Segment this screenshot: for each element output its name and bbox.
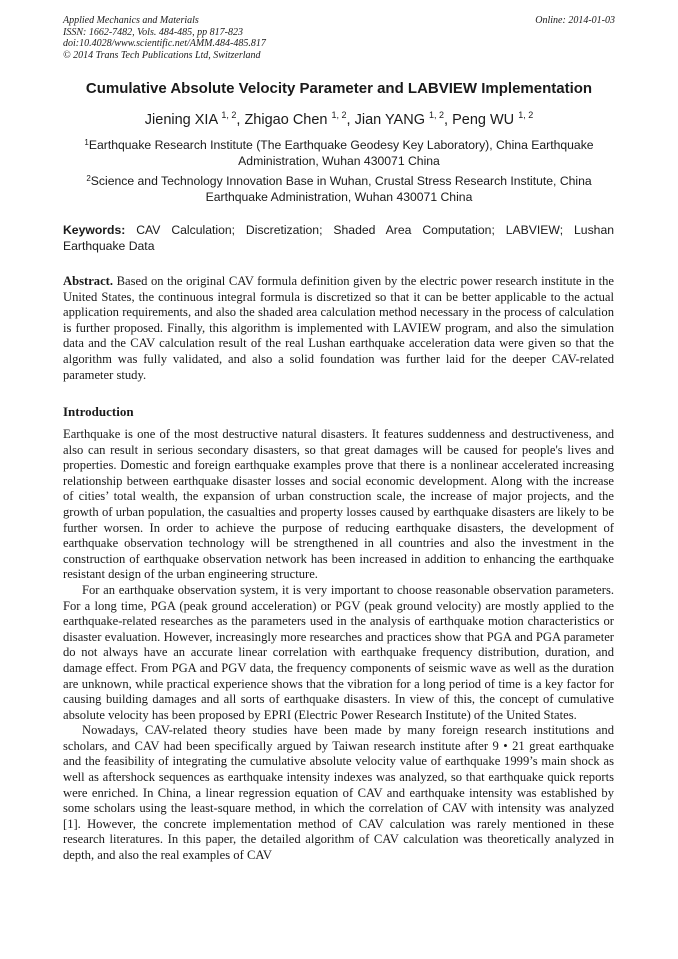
keywords [63, 223, 614, 254]
affiliation-text: Science and Technology Innovation Base in Wuhan, Crustal Stress Research Institute, China Earthquake Administration, Wuhan 430071 China [90, 174, 592, 204]
journal-info [63, 15, 266, 61]
keywords-text: CAV Calculation; Discretization; Shaded Area Computation; LABVIEW; Lushan Earthquake Data [63, 223, 615, 253]
abstract-text: Based on the original CAV formula definition given by the electric power research institute in the United States, the continuous integral formula is discretized so that it can be better applicable to the actual application requirements, and also the shaded area calculation method necessary in the process of calculation is further proposed. Finally, this algorithm is implemented with LAVIEW program, and also the simulation data and the CAV calculation result of the real Lushan earthquake acceleration data were given so that the algorithm was fully validated, and also a solid foundation was further laid for the deeper CAV-related parameter study. [63, 274, 614, 382]
affiliation-number: 1 [84, 138, 89, 147]
author-affiliation-sup: 1, 2 [518, 110, 534, 120]
affiliation-text: Earthquake Research Institute (The Earthquake Geodesy Key Laboratory), China Earthquake Administration, Wuhan 430071 China [88, 138, 594, 168]
affiliation-2 [70, 174, 608, 205]
author-affiliation-sup: 1, 2 [221, 110, 237, 120]
introduction-body [63, 427, 614, 864]
online-date: Online: 2014-01-03 [535, 15, 615, 26]
copyright-line: © 2014 Trans Tech Publications Ltd, Switzerland [63, 49, 261, 61]
paper-title: Cumulative Absolute Velocity Parameter and LABVIEW Implementation [85, 80, 593, 97]
author-name: Jiening XIA [144, 112, 218, 128]
section-heading-introduction: Introduction [63, 404, 134, 419]
abstract [63, 274, 614, 383]
author-name: Zhigao Chen [244, 112, 328, 128]
paragraph: For an earthquake observation system, it is very important to choose reasonable observation parameters. For a long time, PGA (peak ground acceleration) or PGV (peak ground velocity) are mostly applied to the earthquake-related researches as the parameters used in the analysis of earthquake motion characteristics or disaster evaluation. However, increasingly more researches and practices show that PGA and PGA parameter do not always have an accurate linear correlation with earthquake frequency distribution, duration, and damage effect. From PGA and PGV data, the frequency components of seismic wave as well as the duration are unknown, while practical experience shows that the vibration for a long period of time is a key factor for causing building damages and all sorts of earthquake disasters. In view of this, the concept of cumulative absolute velocity has been proposed by EPRI (Electric Power Research Institute) of the United States. [63, 582, 614, 722]
keywords-label: Keywords: [63, 223, 126, 237]
affiliation-1 [70, 138, 608, 169]
author-affiliation-sup: 1, 2 [429, 110, 445, 120]
doi-line: doi:10.4028/www.scientific.net/AMM.484-485.817 [63, 38, 266, 49]
paragraph: Earthquake is one of the most destructive natural disasters. It features suddenness and destructiveness, and also can result in serious secondary disasters, so that great damages will be caused for people's lives and properties. Domestic and foreign earthquake examples prove that there is a nonlinear accelerated increasing relationship between earthquake disaster losses and social economic development. Along with the increase of cities’ total wealth, the expansion of urban construction scale, the increase of major projects, and the growth of urban population, the casualties and property losses caused by earthquake disasters are likely to be further worsen. In order to achieve the purpose of reducing earthquake disasters, the development of earthquake observation technology will be strengthened in all countries and also the investment in the construction of earthquake observation network has been increased in addition to enhancing the earthquake resistant design of the urban engineering structure. [63, 427, 614, 582]
author-name: Peng WU [452, 112, 515, 128]
journal-name: Applied Mechanics and Materials [63, 15, 199, 26]
abstract-label: Abstract. [63, 274, 114, 288]
issn-line: ISSN: 1662-7482, Vols. 484-485, pp 817-823 [63, 26, 243, 38]
affiliation-number: 2 [86, 174, 91, 183]
paragraph: Nowadays, CAV-related theory studies have been made by many foreign research institutions and scholars, and CAV had been specifically argued by Taiwan research institute after 9 • 21 great earthquake and the feasibility of integrating the cumulative absolute velocity value of earthquake 1999’s main shock as well as aftershock sequences as earthquake intensity indexes was analyzed, so that earthquake quick reports were enriched. In China, a linear regression equation of CAV and earthquake intensity was established by some scholars using the least-square method, in which the correlation of CAV with intensity was analyzed [1]. However, the concrete implementation method of CAV calculation was rarely mentioned in these research literatures. In this paper, the detailed algorithm of CAV calculation was theoretically analyzed in depth, and also the real examples of CAV [63, 723, 614, 863]
author-name: Jian YANG [354, 112, 425, 128]
author-list: Jiening XIA $^{1, 2}$, Zhigao Chen $^{1, 2}$, Jian YANG $^{1, 2}$, Peng WU $^{1, 2}$ [144, 110, 534, 128]
author-affiliation-sup: 1, 2 [331, 110, 347, 120]
